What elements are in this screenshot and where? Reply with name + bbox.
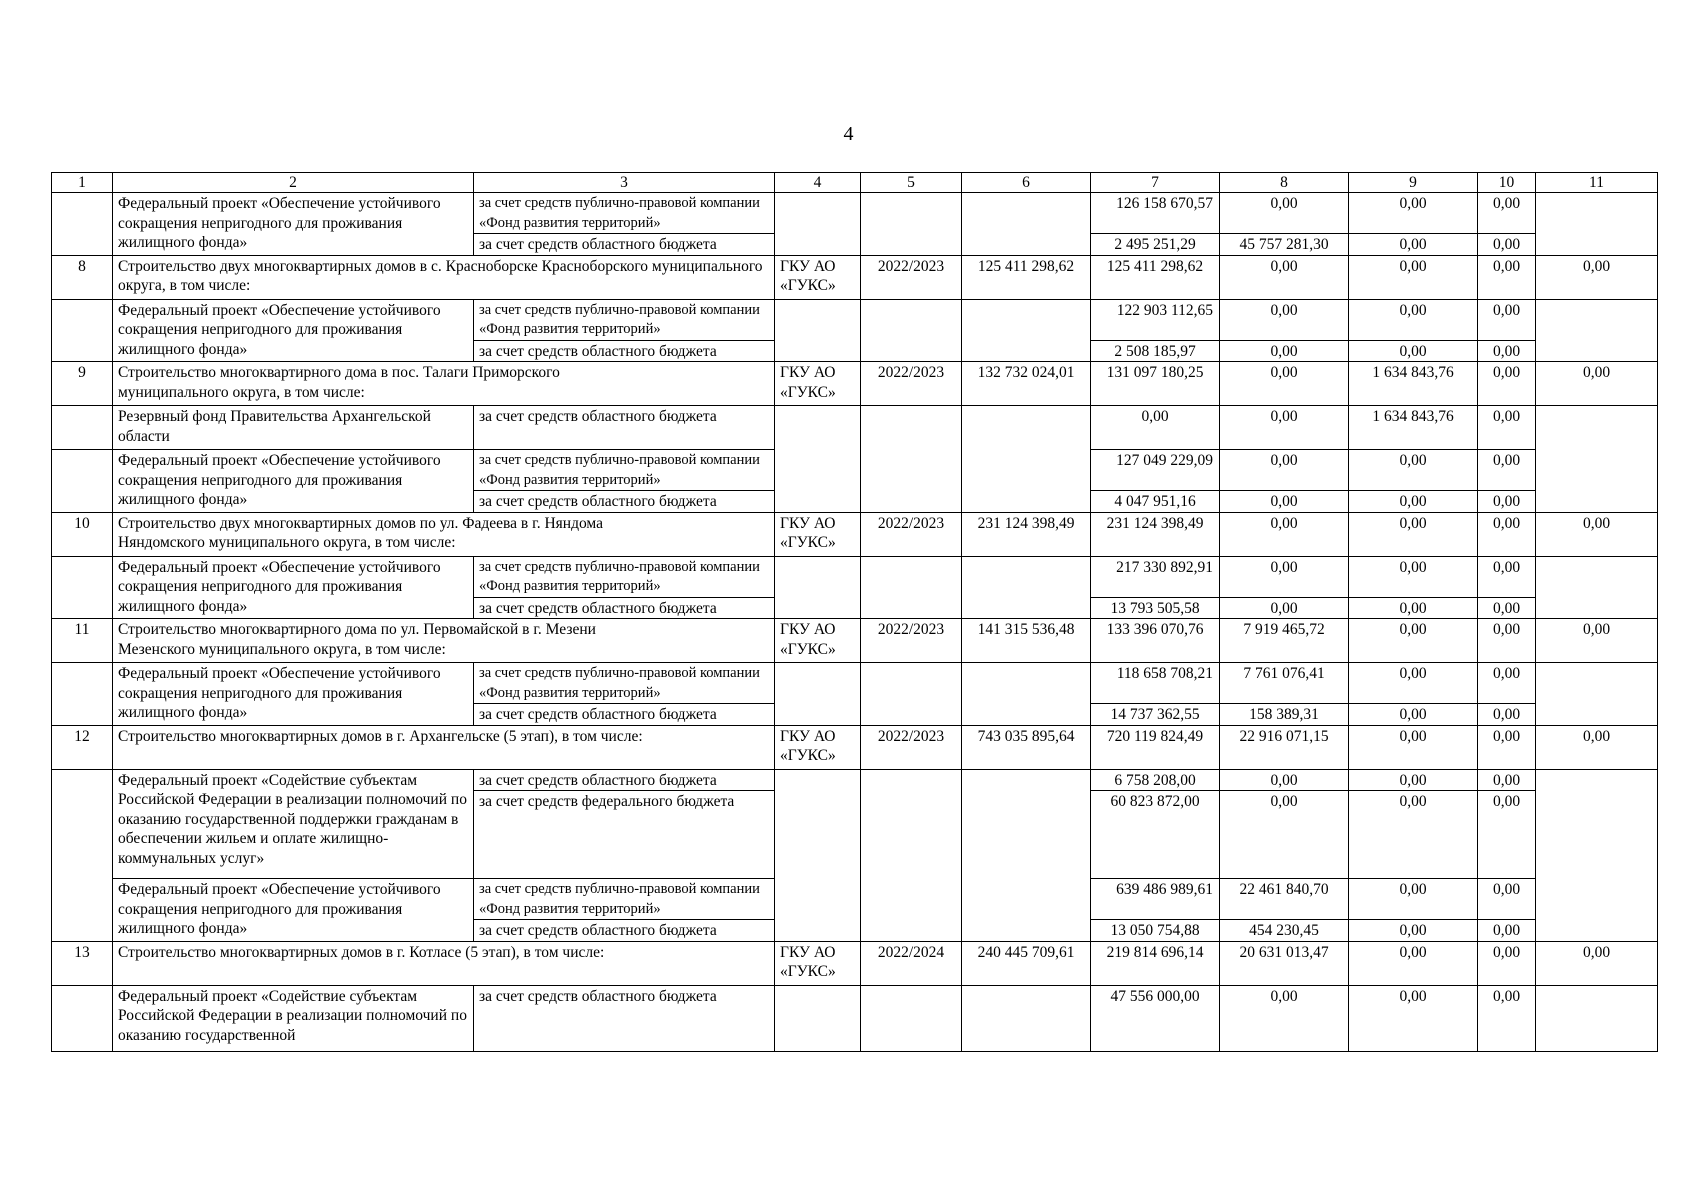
- source-region: за счет средств областного бюджета: [474, 920, 775, 942]
- amount-c10: 0,00: [1478, 193, 1536, 234]
- header-cell: 3: [474, 173, 775, 193]
- amount-c11: 0,00: [1536, 941, 1658, 985]
- source-fund: за счет средств публично-правовой компании «Фонд развития территорий»: [474, 879, 775, 920]
- project-name: Федеральный проект «Обеспечение устойчивого сокращения непригодного для проживания жилищного фонда»: [113, 663, 474, 726]
- amount-c7: 125 411 298,62: [1091, 255, 1220, 299]
- amount-c6: 240 445 709,61: [962, 941, 1091, 985]
- table-row: [52, 362, 1658, 406]
- amount-c9: 0,00: [1349, 512, 1478, 556]
- table-row: [52, 556, 1658, 597]
- amount-c9: 0,00: [1349, 234, 1478, 256]
- amount-c8: 0,00: [1220, 512, 1349, 556]
- amount-c6: 743 035 895,64: [962, 725, 1091, 769]
- table-row: [52, 406, 1658, 450]
- amount-c8: 45 757 281,30: [1220, 234, 1349, 256]
- amount-c9: 0,00: [1349, 299, 1478, 340]
- project-name: Федеральный проект «Обеспечение устойчивого сокращения непригодного для проживания жилищного фонда»: [113, 556, 474, 619]
- amount-c7: 720 119 824,49: [1091, 725, 1220, 769]
- source-fund: за счет средств публично-правовой компании «Фонд развития территорий»: [474, 663, 775, 704]
- project-name: Федеральный проект «Обеспечение устойчивого сокращения непригодного для проживания жилищного фонда»: [113, 450, 474, 513]
- object-name: Строительство многоквартирного дома по ул. Первомайской в г. Мезени Мезенского муниципального округа, в том числе:: [113, 619, 775, 663]
- object-name: Строительство двух многоквартирных домов в с. Красноборске Красноборского муниципального округа, в том числе:: [113, 255, 775, 299]
- amount-c6: 141 315 536,48: [962, 619, 1091, 663]
- amount-c7: 118 658 708,21: [1091, 663, 1220, 704]
- amount-c9: 0,00: [1349, 597, 1478, 619]
- period: 2022/2024: [861, 941, 962, 985]
- table-row: [52, 663, 1658, 704]
- source-federal: за счет средств федерального бюджета: [474, 791, 775, 879]
- amount-c8: 0,00: [1220, 255, 1349, 299]
- source-fund: за счет средств публично-правовой компании «Фонд развития территорий»: [474, 450, 775, 491]
- object-name: Строительство двух многоквартирных домов по ул. Фадеева в г. Няндома Няндомского муниципального округа, в том числе:: [113, 512, 775, 556]
- amount-c9: 0,00: [1349, 725, 1478, 769]
- amount-c8: 7 919 465,72: [1220, 619, 1349, 663]
- amount-c8: 158 389,31: [1220, 704, 1349, 726]
- amount-c7: 13 793 505,58: [1091, 597, 1220, 619]
- source-region: за счет средств областного бюджета: [474, 769, 775, 791]
- amount-c9: 0,00: [1349, 769, 1478, 791]
- page-number: 4: [843, 123, 854, 145]
- amount-c8: 0,00: [1220, 450, 1349, 491]
- amount-c7: 231 124 398,49: [1091, 512, 1220, 556]
- amount-c9: 0,00: [1349, 491, 1478, 513]
- amount-c7: 60 823 872,00: [1091, 791, 1220, 879]
- amount-c9: 1 634 843,76: [1349, 406, 1478, 450]
- period: 2022/2023: [861, 255, 962, 299]
- source-fund: за счет средств публично-правовой компании «Фонд развития территорий»: [474, 556, 775, 597]
- amount-c9: 0,00: [1349, 985, 1478, 1051]
- amount-c8: 0,00: [1220, 491, 1349, 513]
- amount-c8: 0,00: [1220, 769, 1349, 791]
- amount-c10: 0,00: [1478, 725, 1536, 769]
- object-name: Строительство многоквартирных домов в г. Архангельске (5 этап), в том числе:: [113, 725, 775, 769]
- amount-c9: 0,00: [1349, 619, 1478, 663]
- amount-c8: 22 461 840,70: [1220, 879, 1349, 920]
- header-cell: 5: [861, 173, 962, 193]
- amount-c8: 22 916 071,15: [1220, 725, 1349, 769]
- header-cell: 9: [1349, 173, 1478, 193]
- amount-c7: 126 158 670,57: [1091, 193, 1220, 234]
- amount-c9: 0,00: [1349, 704, 1478, 726]
- amount-c7: 6 758 208,00: [1091, 769, 1220, 791]
- customer: ГКУ АО «ГУКС»: [775, 512, 861, 556]
- table-row: [52, 725, 1658, 769]
- amount-c11: 0,00: [1536, 725, 1658, 769]
- amount-c9: 0,00: [1349, 920, 1478, 942]
- amount-c10: 0,00: [1478, 941, 1536, 985]
- row-number: 10: [52, 512, 113, 556]
- source-region: за счет средств областного бюджета: [474, 406, 775, 450]
- table-row: [52, 619, 1658, 663]
- header-cell: 2: [113, 173, 474, 193]
- amount-c10: 0,00: [1478, 234, 1536, 256]
- amount-c8: 0,00: [1220, 556, 1349, 597]
- amount-c10: 0,00: [1478, 406, 1536, 450]
- row-number: 8: [52, 255, 113, 299]
- customer: ГКУ АО «ГУКС»: [775, 725, 861, 769]
- amount-c6: 231 124 398,49: [962, 512, 1091, 556]
- row-number: 12: [52, 725, 113, 769]
- amount-c10: 0,00: [1478, 663, 1536, 704]
- source-region: за счет средств областного бюджета: [474, 597, 775, 619]
- amount-c7: 122 903 112,65: [1091, 299, 1220, 340]
- amount-c10: 0,00: [1478, 791, 1536, 879]
- project-name: Федеральный проект «Обеспечение устойчивого сокращения непригодного для проживания жилищного фонда»: [113, 193, 474, 256]
- object-name: Строительство многоквартирного дома в пос. Талаги Приморского муниципального округа, в том числе:: [113, 362, 775, 406]
- amount-c6: 132 732 024,01: [962, 362, 1091, 406]
- object-name: Строительство многоквартирных домов в г. Котласе (5 этап), в том числе:: [113, 941, 775, 985]
- row-number: 11: [52, 619, 113, 663]
- amount-c7: 2 495 251,29: [1091, 234, 1220, 256]
- amount-c7: 2 508 185,97: [1091, 340, 1220, 362]
- amount-c8: 0,00: [1220, 193, 1349, 234]
- customer: ГКУ АО «ГУКС»: [775, 255, 861, 299]
- amount-c7: 47 556 000,00: [1091, 985, 1220, 1051]
- amount-c8: 20 631 013,47: [1220, 941, 1349, 985]
- amount-c7: 219 814 696,14: [1091, 941, 1220, 985]
- project-name: Резервный фонд Правительства Архангельской области: [113, 406, 474, 450]
- table-row: [52, 512, 1658, 556]
- amount-c10: 0,00: [1478, 879, 1536, 920]
- header-cell: 10: [1478, 173, 1536, 193]
- amount-c7: 131 097 180,25: [1091, 362, 1220, 406]
- header-cell: 6: [962, 173, 1091, 193]
- table-row: [52, 299, 1658, 340]
- amount-c10: 0,00: [1478, 556, 1536, 597]
- amount-c8: 0,00: [1220, 362, 1349, 406]
- header-cell: 1: [52, 173, 113, 193]
- amount-c7: 4 047 951,16: [1091, 491, 1220, 513]
- period: 2022/2023: [861, 512, 962, 556]
- header-cell: 4: [775, 173, 861, 193]
- period: 2022/2023: [861, 619, 962, 663]
- project-name: Федеральный проект «Обеспечение устойчивого сокращения непригодного для проживания жилищного фонда»: [113, 299, 474, 362]
- amount-c11: 0,00: [1536, 512, 1658, 556]
- amount-c10: 0,00: [1478, 597, 1536, 619]
- amount-c9: 0,00: [1349, 450, 1478, 491]
- amount-c9: 0,00: [1349, 879, 1478, 920]
- amount-c9: 0,00: [1349, 791, 1478, 879]
- amount-c8: 7 761 076,41: [1220, 663, 1349, 704]
- amount-c7: 0,00: [1091, 406, 1220, 450]
- amount-c10: 0,00: [1478, 299, 1536, 340]
- amount-c10: 0,00: [1478, 769, 1536, 791]
- customer: ГКУ АО «ГУКС»: [775, 941, 861, 985]
- amount-c8: 0,00: [1220, 985, 1349, 1051]
- amount-c10: 0,00: [1478, 512, 1536, 556]
- amount-c8: 0,00: [1220, 406, 1349, 450]
- amount-c10: 0,00: [1478, 920, 1536, 942]
- amount-c11: 0,00: [1536, 362, 1658, 406]
- budget-table: [51, 172, 1658, 1052]
- header-cell: 11: [1536, 173, 1658, 193]
- amount-c11: 0,00: [1536, 619, 1658, 663]
- source-fund: за счет средств публично-правовой компании «Фонд развития территорий»: [474, 193, 775, 234]
- project-name: Федеральный проект «Обеспечение устойчивого сокращения непригодного для проживания жилищного фонда»: [113, 879, 474, 942]
- amount-c8: 0,00: [1220, 340, 1349, 362]
- period: 2022/2023: [861, 725, 962, 769]
- source-region: за счет средств областного бюджета: [474, 985, 775, 1051]
- amount-c7: 133 396 070,76: [1091, 619, 1220, 663]
- customer: ГКУ АО «ГУКС»: [775, 619, 861, 663]
- amount-c7: 13 050 754,88: [1091, 920, 1220, 942]
- project-name: Федеральный проект «Содействие субъектам Российской Федерации в реализации полномочий по оказанию государственной поддержки гражданам в обеспечении жильем и оплате жилищно-коммунальных услуг»: [113, 769, 474, 879]
- amount-c9: 0,00: [1349, 340, 1478, 362]
- table-row: [52, 193, 1658, 234]
- table-row: [52, 769, 1658, 791]
- amount-c10: 0,00: [1478, 255, 1536, 299]
- amount-c11: 0,00: [1536, 255, 1658, 299]
- amount-c10: 0,00: [1478, 491, 1536, 513]
- amount-c10: 0,00: [1478, 985, 1536, 1051]
- source-region: за счет средств областного бюджета: [474, 704, 775, 726]
- header-cell: 7: [1091, 173, 1220, 193]
- source-region: за счет средств областного бюджета: [474, 234, 775, 256]
- amount-c9: 0,00: [1349, 193, 1478, 234]
- table-row: [52, 985, 1658, 1051]
- period: 2022/2023: [861, 362, 962, 406]
- amount-c8: 0,00: [1220, 791, 1349, 879]
- amount-c8: 0,00: [1220, 299, 1349, 340]
- source-region: за счет средств областного бюджета: [474, 340, 775, 362]
- table-row: [52, 941, 1658, 985]
- amount-c9: 1 634 843,76: [1349, 362, 1478, 406]
- amount-c10: 0,00: [1478, 704, 1536, 726]
- row-number: 9: [52, 362, 113, 406]
- amount-c9: 0,00: [1349, 941, 1478, 985]
- amount-c9: 0,00: [1349, 255, 1478, 299]
- amount-c7: 127 049 229,09: [1091, 450, 1220, 491]
- amount-c6: 125 411 298,62: [962, 255, 1091, 299]
- amount-c9: 0,00: [1349, 663, 1478, 704]
- row-number: 13: [52, 941, 113, 985]
- table-row: [52, 255, 1658, 299]
- amount-c7: 639 486 989,61: [1091, 879, 1220, 920]
- amount-c10: 0,00: [1478, 450, 1536, 491]
- header-cell: 8: [1220, 173, 1349, 193]
- source-region: за счет средств областного бюджета: [474, 491, 775, 513]
- amount-c10: 0,00: [1478, 619, 1536, 663]
- amount-c9: 0,00: [1349, 556, 1478, 597]
- header-row: [52, 173, 1658, 193]
- amount-c10: 0,00: [1478, 340, 1536, 362]
- amount-c10: 0,00: [1478, 362, 1536, 406]
- source-fund: за счет средств публично-правовой компании «Фонд развития территорий»: [474, 299, 775, 340]
- project-name: Федеральный проект «Содействие субъектам Российской Федерации в реализации полномочий по оказанию государственной: [113, 985, 474, 1051]
- amount-c7: 14 737 362,55: [1091, 704, 1220, 726]
- customer: ГКУ АО «ГУКС»: [775, 362, 861, 406]
- amount-c8: 0,00: [1220, 597, 1349, 619]
- amount-c7: 217 330 892,91: [1091, 556, 1220, 597]
- amount-c8: 454 230,45: [1220, 920, 1349, 942]
